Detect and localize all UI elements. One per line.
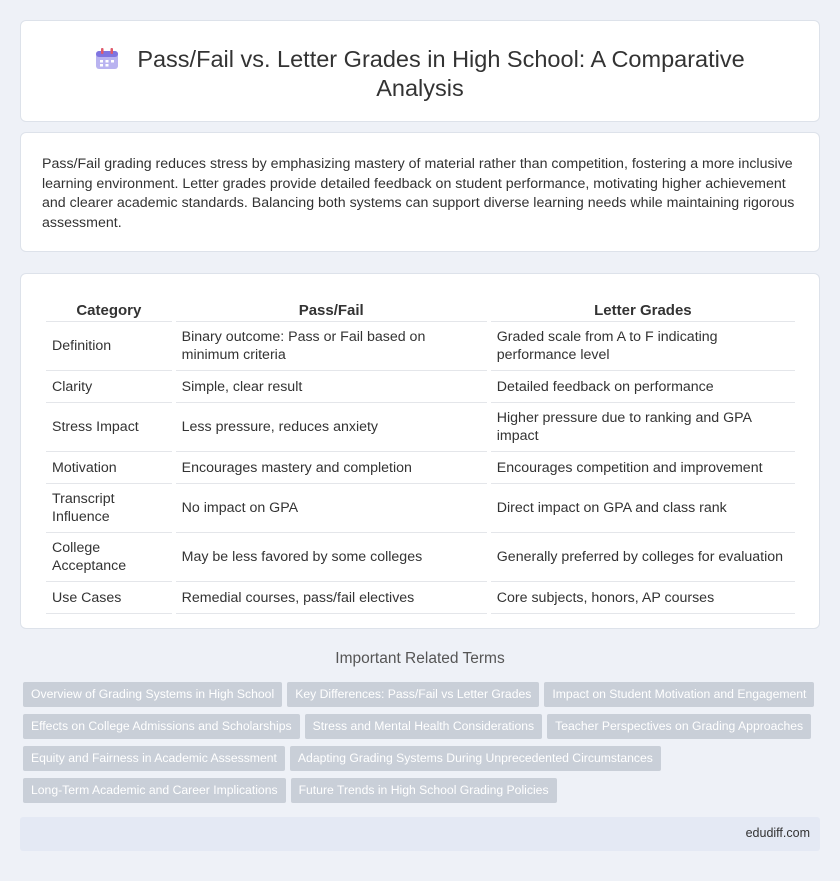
row-pass-fail: May be less favored by some colleges (176, 533, 487, 582)
row-pass-fail: Simple, clear result (176, 371, 487, 403)
comparison-card (20, 273, 820, 629)
related-term-tag[interactable]: Effects on College Admissions and Scholarships (23, 714, 300, 739)
row-category: Transcript Influence (46, 484, 172, 533)
page-title (21, 45, 819, 103)
row-pass-fail: No impact on GPA (176, 484, 487, 533)
related-term-tag[interactable]: Impact on Student Motivation and Engagement (544, 682, 814, 707)
calendar-icon (95, 48, 119, 70)
row-letter-grades: Encourages competition and improvement (491, 452, 795, 484)
row-letter-grades: Detailed feedback on performance (491, 371, 795, 403)
row-category: Use Cases (46, 582, 172, 614)
row-letter-grades: Core subjects, honors, AP courses (491, 582, 795, 614)
row-pass-fail: Binary outcome: Pass or Fail based on minimum criteria (176, 322, 487, 371)
row-pass-fail: Encourages mastery and completion (176, 452, 487, 484)
table-header-row (46, 294, 795, 322)
intro-paragraph: Pass/Fail grading reduces stress by emphasizing mastery of material rather than competition, fostering a more inclusive learning environment. Letter grades provide detailed feedback on student performance, motivating higher achievement and clearer academic standards. Balancing both systems can support diverse learning needs while maintaining rigorous assessment. (42, 156, 795, 231)
related-term-tag[interactable]: Key Differences: Pass/Fail vs Letter Grades (287, 682, 539, 707)
comparison-table (42, 294, 799, 614)
footer-site-link[interactable]: edudiff.com (745, 826, 810, 840)
table-row (46, 484, 795, 533)
header-category: Category (46, 294, 172, 322)
row-letter-grades: Generally preferred by colleges for evaluation (491, 533, 795, 582)
row-pass-fail: Less pressure, reduces anxiety (176, 403, 487, 452)
header-pass-fail: Pass/Fail (176, 294, 487, 322)
row-category: Clarity (46, 371, 172, 403)
row-category: Definition (46, 322, 172, 371)
related-term-tag[interactable]: Teacher Perspectives on Grading Approaches (547, 714, 811, 739)
footer (20, 817, 820, 851)
related-term-tag[interactable]: Adapting Grading Systems During Unprecedented Circumstances (290, 746, 661, 771)
table-row (46, 322, 795, 371)
table-row (46, 403, 795, 452)
row-letter-grades: Higher pressure due to ranking and GPA impact (491, 403, 795, 452)
page-title-text: Pass/Fail vs. Letter Grades in High School: A Comparative Analysis (137, 46, 745, 101)
table-row (46, 533, 795, 582)
row-category: Motivation (46, 452, 172, 484)
table-row (46, 452, 795, 484)
tag-row (23, 778, 813, 810)
row-letter-grades: Graded scale from A to F indicating performance level (491, 322, 795, 371)
tag-row (23, 714, 813, 746)
tag-row (23, 682, 813, 714)
related-terms-heading: Important Related Terms (335, 650, 505, 667)
intro-card (20, 132, 820, 252)
related-term-tag[interactable]: Overview of Grading Systems in High School (23, 682, 282, 707)
header-letter-grades: Letter Grades (491, 294, 795, 322)
row-pass-fail: Remedial courses, pass/fail electives (176, 582, 487, 614)
related-term-tag[interactable]: Long-Term Academic and Career Implications (23, 778, 286, 803)
table-row (46, 582, 795, 614)
related-term-tag[interactable]: Stress and Mental Health Considerations (305, 714, 543, 739)
title-card (20, 20, 820, 122)
row-letter-grades: Direct impact on GPA and class rank (491, 484, 795, 533)
related-terms-list (23, 682, 813, 810)
row-category: Stress Impact (46, 403, 172, 452)
related-term-tag[interactable]: Equity and Fairness in Academic Assessment (23, 746, 285, 771)
tag-row (23, 746, 813, 778)
row-category: College Acceptance (46, 533, 172, 582)
related-term-tag[interactable]: Future Trends in High School Grading Policies (291, 778, 557, 803)
table-row (46, 371, 795, 403)
